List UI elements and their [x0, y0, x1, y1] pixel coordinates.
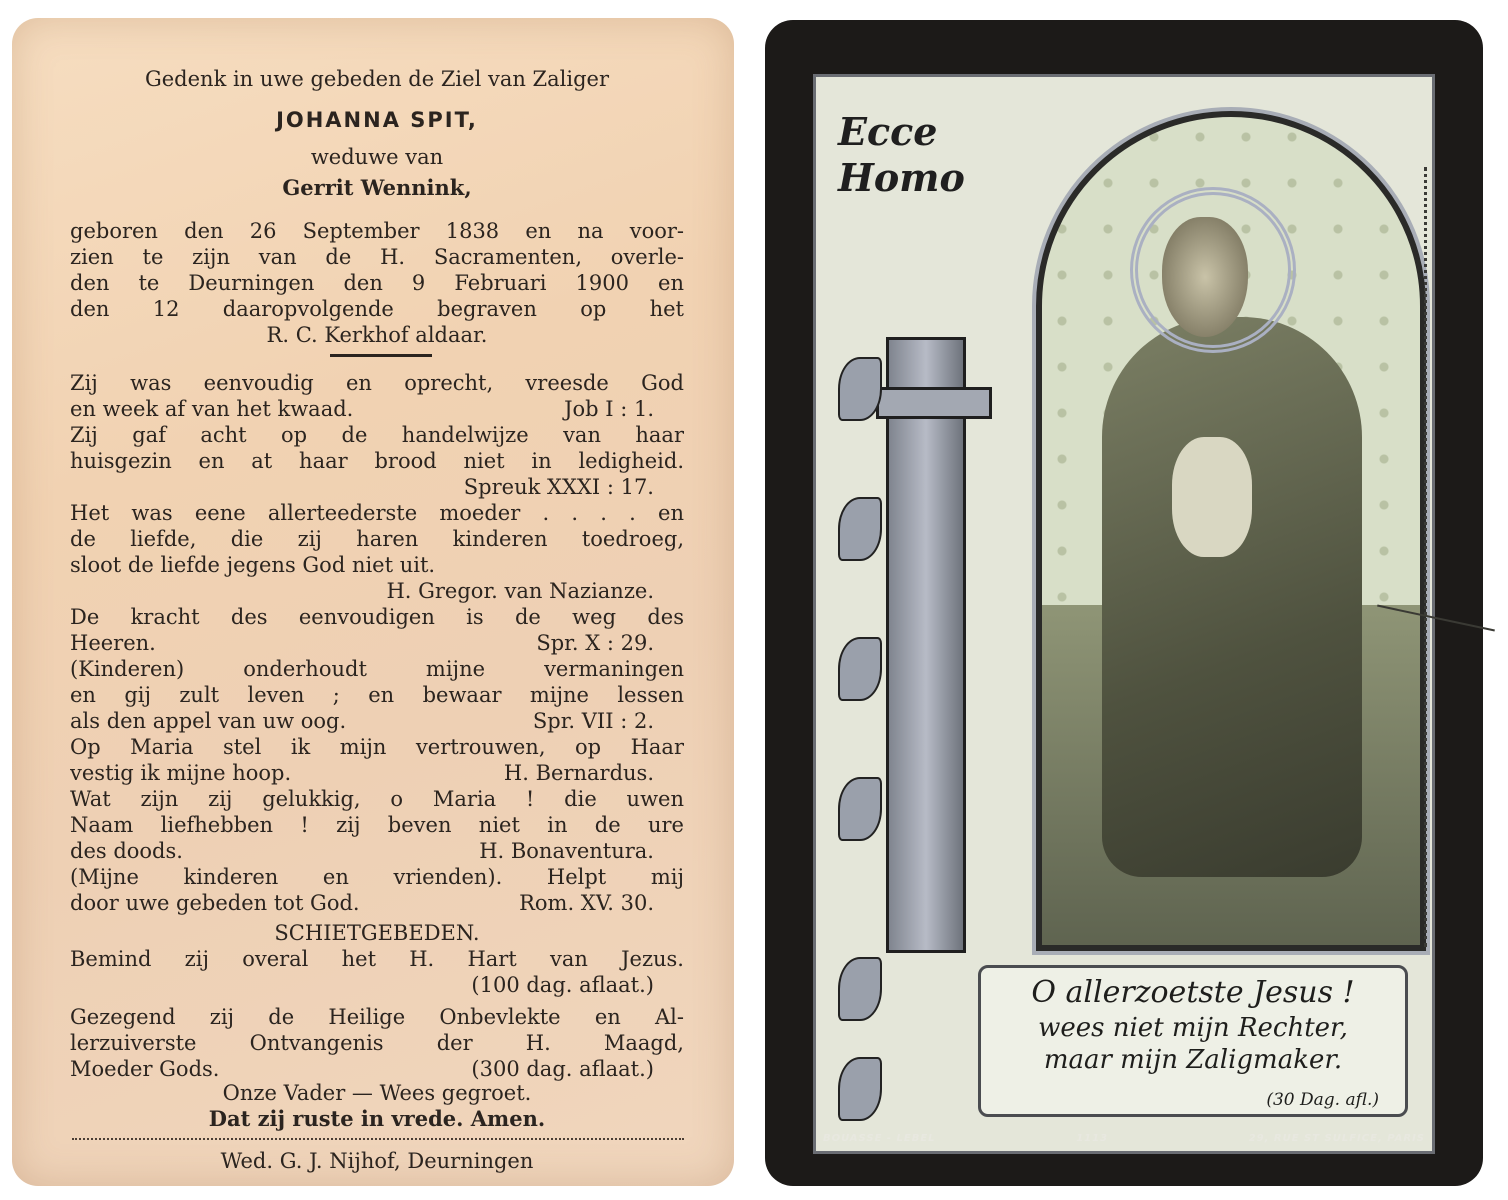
quote-2-line-1: Zij gaf acht op de handelwijze van haar — [70, 423, 684, 447]
leaf-ornament — [838, 497, 882, 561]
leaf-ornament — [838, 637, 882, 701]
prayers-heading: SCHIETGEBEDEN. — [274, 921, 480, 945]
closing-rest-in-peace: Dat zij ruste in vrede. Amen. — [208, 1106, 546, 1131]
quote-5-line-2: en gij zult leven ; en bewaar mijne lessen — [70, 683, 684, 707]
quote-8-reference: Rom. XV. 30. — [519, 891, 654, 915]
scroll-indulgence-note: (30 Dag. afl.) — [1266, 1090, 1379, 1110]
imprint-publisher: BOUASSE - LEBEL — [823, 1133, 936, 1144]
ecce-homo-title — [838, 109, 965, 201]
prayer-2-line-2: lerzuiverste Ontvangenis der H. Maagd, — [70, 1031, 684, 1055]
quote-1-reference: Job I : 1. — [564, 397, 654, 421]
deceased-name: JOHANNA SPIT, — [276, 108, 478, 132]
quote-6-text: vestig ik mijne hoop. — [70, 761, 292, 785]
cross-ornament — [886, 337, 966, 953]
arched-niche — [1036, 111, 1426, 951]
quote-1-text: en week af van het kwaad. — [70, 397, 354, 421]
intro-line: Gedenk in uwe gebeden de Ziel van Zaliger — [144, 67, 610, 91]
title-ecce: Ecce — [838, 109, 938, 154]
quote-4-line-1: De kracht des eenvoudigen is de weg des — [70, 605, 684, 629]
quote-3-line-2: de liefde, die zij haren kinderen toedroeg, — [70, 527, 684, 551]
prayer-2-text: Moeder Gods. — [70, 1057, 220, 1081]
quote-2-reference: Spreuk XXXI : 17. — [463, 475, 654, 499]
memorial-card-text-side — [12, 18, 734, 1186]
quote-1-line-1: Zij was eenvoudig en oprecht, vreesde God — [70, 371, 684, 395]
widow-of-line: weduwe van — [310, 145, 444, 169]
quote-6-line-2 — [70, 760, 684, 786]
scroll-line-2: wees niet mijn Rechter, — [1038, 1013, 1348, 1043]
quote-7-line-3 — [70, 838, 684, 864]
imprint-number: 1113 — [1076, 1133, 1109, 1144]
closing-prayers: Onze Vader — Wees gegroet. — [222, 1081, 532, 1105]
cross-bar — [876, 387, 992, 419]
leaf-ornament — [838, 957, 882, 1021]
imprint-address: 29, RUE ST SULFICE, PARIS — [1248, 1133, 1425, 1144]
quote-5-line-3 — [70, 708, 684, 734]
leaf-ornament — [838, 777, 882, 841]
christ-chest — [1172, 437, 1252, 557]
quote-4-line-2 — [70, 630, 684, 656]
bio-line-4: den 12 daaropvolgende begraven op het — [70, 297, 684, 321]
picture-frame — [813, 74, 1435, 1154]
publisher-imprint — [823, 1133, 1425, 1144]
quote-7-line-1: Wat zijn zij gelukkig, o Maria ! die uwen — [70, 787, 684, 811]
bio-line-5: R. C. Kerkhof aldaar. — [266, 323, 488, 347]
memorial-card-picture-side — [765, 20, 1483, 1186]
quote-6-line-1: Op Maria stel ik mijn vertrouwen, op Haar — [70, 735, 684, 759]
prayer-1-line-1: Bemind zij overal het H. Hart van Jezus. — [70, 947, 684, 971]
quote-5-text: als den appel van uw oog. — [70, 709, 347, 733]
bio-line-2: zien te zijn van de H. Sacramenten, overle- — [70, 245, 684, 269]
quote-7-reference: H. Bonaventura. — [479, 839, 654, 863]
scroll-line-1: O allerzoetste Jesus ! — [1031, 975, 1355, 1010]
scroll-line-3: maar mijn Zaligmaker. — [1043, 1045, 1343, 1075]
quote-1-line-2 — [70, 396, 684, 422]
leaf-ornament — [838, 357, 882, 421]
christ-head — [1162, 217, 1248, 337]
quote-7-text: des doods. — [70, 839, 183, 863]
quote-3-reference: H. Gregor. van Nazianze. — [386, 579, 654, 603]
prayer-2-line-1: Gezegend zij de Heilige Onbevlekte en Al- — [70, 1005, 684, 1029]
bio-line-3: den te Deurningen den 9 Februari 1900 en — [70, 271, 684, 295]
christ-robe — [1102, 317, 1362, 877]
quote-7-line-2: Naam liefhebben ! zij beven niet in de ure — [70, 813, 684, 837]
quote-5-line-1: (Kinderen) onderhoudt mijne vermaningen — [70, 657, 684, 681]
thorn-branch — [1424, 167, 1467, 947]
quote-3-line-1: Het was eene allerteederste moeder . . . . en — [70, 501, 684, 525]
quote-5-reference: Spr. VII : 2. — [532, 709, 654, 733]
prayer-2-indulgence: (300 dag. aflaat.) — [471, 1057, 654, 1081]
quote-4-reference: Spr. X : 29. — [536, 631, 654, 655]
prayer-1-indulgence: (100 dag. aflaat.) — [471, 973, 654, 997]
printer-credit: Wed. G. J. Nijhof, Deurningen — [220, 1149, 534, 1173]
divider-rule — [330, 354, 432, 357]
quote-3-line-3: sloot de liefde jegens God niet uit. — [70, 553, 436, 577]
quote-6-reference: H. Bernardus. — [503, 761, 654, 785]
title-homo: Homo — [838, 155, 965, 200]
quote-4-text: Heeren. — [70, 631, 156, 655]
prayer-scroll — [978, 965, 1408, 1117]
husband-name: Gerrit Wennink, — [282, 175, 472, 200]
quote-8-line-1: (Mijne kinderen en vrienden). Helpt mij — [70, 865, 684, 889]
dotted-divider — [72, 1138, 684, 1140]
leaf-ornament — [838, 1057, 882, 1121]
quote-8-line-2 — [70, 890, 684, 916]
bio-line-1: geboren den 26 September 1838 en na voor- — [70, 219, 684, 243]
quote-8-text: door uwe gebeden tot God. — [70, 891, 360, 915]
quote-2-line-2: huisgezin en at haar brood niet in ledigheid. — [70, 449, 684, 473]
prayer-2-line-3 — [70, 1056, 684, 1082]
